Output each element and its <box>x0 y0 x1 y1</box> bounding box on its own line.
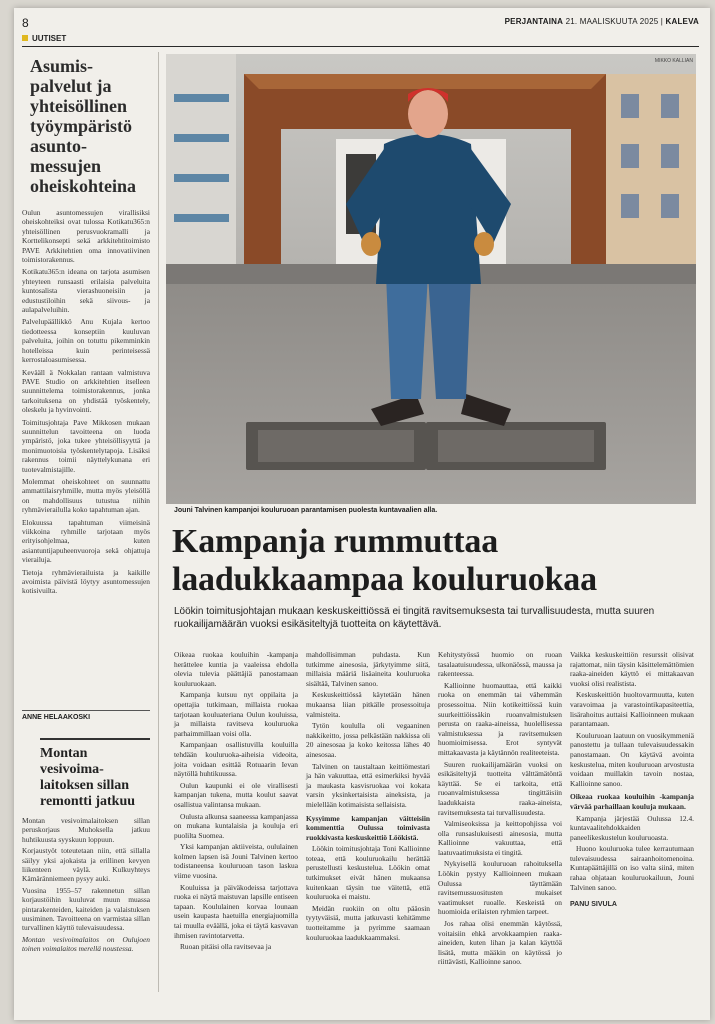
left-article-headline: Asumis-palvelut ja yhteisöllinen työympäristö asunto-messujen oheiskohteina <box>30 56 137 196</box>
section-marker-icon <box>22 35 28 41</box>
article-column-2: mahdollisimman puhdasta. Kun tutkimme ainesosia, järkytyimme siitä, millaisia määriä lisäaineita kouluruoka sisältää, Talvinen sanoo. Keskuskeittiössä käytetään hänen mukaansa liian pitkälle prosessoituja valmisteita. Tytön koululla oli vegaaninen nakkikeitto, jossa pelkästään nakkissa oli 20 ainesosaa ja koko keitossa lähes 40 ainesosaa. Talvinen on taustaltaan keittiömestari ja hän vakuuttaa, että esimerkiksi hyvää ja maukasta kasvisruokaa voi kokata varsin yksinkertaisista aineksista, ja mielellään kotimaisista sellaisista. Kysyimme kampanjan väitteisiin kommenttia Oulussa toimivasta ruokkivasta keskuskeittiö Löökistä. Löökin toimitusjohtaja Toni Kallioinne toteaa, että kouluruokailu herättää perustellusti keskustelua. Löökin omat tutkimukset eivät hänen mukaansa kuitenkaan täysin tue väitettä, että kouluruoka ei maistu. Meidän ruokiin on oltu pääosin tyytyväisiä, mutta jatkuvasti kehitämme tuotteitamme ja pyrimme saamaan kouluruokaa laadukkaammaksi. <box>306 650 430 942</box>
main-headline: Kampanja rummuttaa laadukkaampaa kouluruokaa <box>172 523 597 598</box>
left-article-body: Oulun asuntomessujen virallisiksi oheiskohteiksi ovat tulossa Kotikatu365:n yhteisöllinen perusvuokramalli ja Korttelikonsepti sekä arkkitehtitoimisto PAVE Arkkitehtien oma innovatiivinen toimistorakennus. Kotikatu365:n ideana on tarjota asumisen yhteyteen runsaasti erilaisia palveluita kuntosalista vierashuoneisiin ja edustustiloihin sekä siivous- ja aulapalveluihin. Palvelupäällikkö Anu Kujala kertoo tiedotteessa konseptiin kuuluvan palveluita, joihin on totuttu pikemminkin hotelleissa kuin perinteisessä kerrostaloasumisessa. Kevääll ä Nokkalan rantaan valmistuva PAVE Studio on arkkitehtien itselleen suunnittelema toimistorakennus, jonka tarkoituksena on yhdistää työskentely, oleskelu ja hyvinvointi. Toimitusjohtaja Pave Mikkosen mukaan suunnittelun tavoitteena on luoda ympäristö, joka tukee yhteisöllisyyttä ja monimuotoisia työskentelytapoja. Lisäksi rakennus toimii näyttelykunana eri tuotevalmistajille. Molemmat oheiskohteet on suunnattu ammattilaisryhmille, mutta myös yleisöllä on mahdollisuus tutustua niihin ryhmävierailulla koko tapahtuman ajan. Elokuussa tapahtuman viimeisinä viikkoina ryhmille tarjotaan myös erityisohjelmaa, kuten asiantuntijapuheenvuoroja sekä ohjattuja vierailuja. Tietoja ryhmävierailuista ja kaikille avoimista päivistä löytyy asuntomessujen kotisivuilta. <box>22 208 150 596</box>
left-article <box>22 56 150 599</box>
news-box <box>22 738 150 956</box>
main-ingress: Löökin toimitusjohtajan mukaan keskuskeittiössä ei tingitä ravitsemuksesta tai turvallisuudesta, mutta suuren ruokailijamäärän vuoksi esikäsiteltyjä tuotteita on käytettävä. <box>174 606 655 630</box>
left-article-byline: ANNE HELAAKOSKI <box>22 710 150 721</box>
article-column-4: Vaikka keskuskeittiön resurssit olisivat rajattomat, niin täysin käsittelemättömien raaka-aineiden käyttö ei mittakaavan vuoksi olisi realistista. Keskuskeittiön huoltovarmuutta, kuten varavoimaa ja varastointikapasiteettia, lisärahoitus auttaisi Kallioinneen mukaan parantamaan. Kouluruoan laatuun on vuosikymmeniä panostettu ja tullaan tulevaisuudessakin panostamaan. On käytävä avointa keskustelua, miten kouluruoan arvostusta voidaan muillakin tavoin nostaa, Kallioinne sanoo. Oikeaa ruokaa kouluihin -kampanja värvää parhaillaan kouluja mukaan. Kampanja järjestää Oulussa 12.4. kuntavaalitehdokkaiden paneelikeskustelun kouluruoasta. Huono kouluruoka tulee kerrautumaan tulevaisuudessa sairaanhoitomenoina. Kuntapäättäjillä on iso valta siinä, miten rahaa ohjataan kouluruokailuun, Jouni Talvinen sanoo. PANU SIVULA <box>570 650 694 909</box>
section-label: UUTISET <box>22 34 66 43</box>
photo-caption: Jouni Talvinen kampanjoi kouluruoan parantamisen puolesta kuntavaalien alla. <box>174 507 438 514</box>
page-number: 8 <box>22 16 29 30</box>
column-divider <box>158 52 159 992</box>
article-column-3: Kehitystyössä huomio on ruoan tasalaatuisuudessa, ulkonäössä, maussa ja rakenteessa. Kallioinne huomauttaa, että kaikki ruoka on enemmän tai vähemmän prosessoitua. Niin kotikeittiössä kuin suurkeittiöissäkin ruoanvalmistuksen perusta on raaka-aineissa, huolellisessa valmistuksessa ja ravitsemuksen huomioimisessa. Erot syntyvät mittakaavasta ja käytännön realiteeteista. Suuren ruokailijamäärän vuoksi on esikäsiteltyjä tuotteita välttämätöntä käyttää. Se ei tarkoita, että ruoanvalmistuksessa tingittäisiin laadukkaista raaka-aineista, ravitsemuksesta tai turvallisuudesta. Valmiseoksissa ja keittopohjissa voi olla runsaslukuisesti ainesosia, mutta Kallioinne vakuuttaa, että laatuvaatimuksista ei tingitä. Nykyisellä kouluruoan rahoituksella Löökin pystyy Kallioinneen mukaan Oulussa täyttämään ravitsemussuositusten mukaiset vaatimukset ruoalle. Keskeistä on huomioida erilaisten ryhmien tarpeet. Jos rahaa olisi enemmän käytössä, voitaisiin ehkä arvokkaampien raaka-aineiden, kuten lihan ja kalan käyttöä lisätä, mutta määkin on käytössä jo riittävästi, Kallioinne sanoo. <box>438 650 562 967</box>
main-article-body <box>174 650 696 1000</box>
main-article-byline: PANU SIVULA <box>570 901 617 909</box>
article-column-1: Oikeaa ruokaa kouluihin -kampanja herättelee kuntia ja vaaleissa ehdolla olevia tulevia päättäjiä panostamaan kouluruokaan. Kampanja kutsuu nyt oppilaita ja opettajia tutkimaan, millaista ruokaa tarjotaan kouluaterianа Oulun kouluissa, ja millaista ravitseva kouluruoka parhaimmillaan voisi olla. Kampanjaan osallistuvilla kouluilla tehdään kouluruoka-aiheisia videoita, joita voidaan esittää Rotuaarin Ievan näytöllä huhtikuussa. Oulun kaupunki ei ole virallisesti kampanjan tukena, mutta koulut saavat osallistua valintansa mukaan. Oulusta alkunsa saaneessa kampanjassa on mukana kuntalaisia ja kouluja eri puolilta Suomea. Yksi kampanjan aktiiveista, oululainen kolmen lapsen isä Jouni Talvinen kertoo todistaneensa kouluruoan tason laskua viime vuosina. Kouluissa ja päiväkodeissa tarjottava ruoka ei näytä maistuvan lapsille entiseen tapaan. Koululainen korvaa lounaan usein kaupasta haetuilla energiajuomilla tai muulla eväällä, joka ei täytä kasvavan ihmisen ravintotarvetta. Ruoan pitäisi olla ravitsevaa ja <box>174 650 298 952</box>
header-rule <box>22 46 699 47</box>
news-box-body: Montan vesivoimalaitoksen sillan peruskorjaus Muhoksella jatkuu huhtikuusta syyskuun loppuun. Korjaustyöt toteutetaan niin, että sillalla säilyy yksi ajokaista ja erillinen kevyen liikenteen väylä. Kulkuyhteys Kämäränniemeen pysyy auki. Vuosina 1955–57 rakennetun sillan korjaustöihin kuuluvat muun muassa pintarakenteiden, kaiteiden ja valaistuksen uusiminen. Tavoitteena on varmistaa sillan turvallinen käyttö tulevaisuudessa. Montan vesivoimalaitos on Oulujoen toinen voimalaitos merellä noustessa. <box>22 816 150 954</box>
news-box-headline: Montan vesivoima-laitoksen sillan remontti jatkuu <box>40 738 150 810</box>
article-photo <box>166 54 696 504</box>
page-header <box>22 14 699 32</box>
header-date: PERJANTAINA 21. MAALISKUUTA 2025 | KALEVA <box>504 17 699 26</box>
left-article-byline-wrap <box>22 702 150 721</box>
photo-credit: MIKKO KALLIAN <box>654 58 693 64</box>
photo-illustration <box>166 54 696 504</box>
